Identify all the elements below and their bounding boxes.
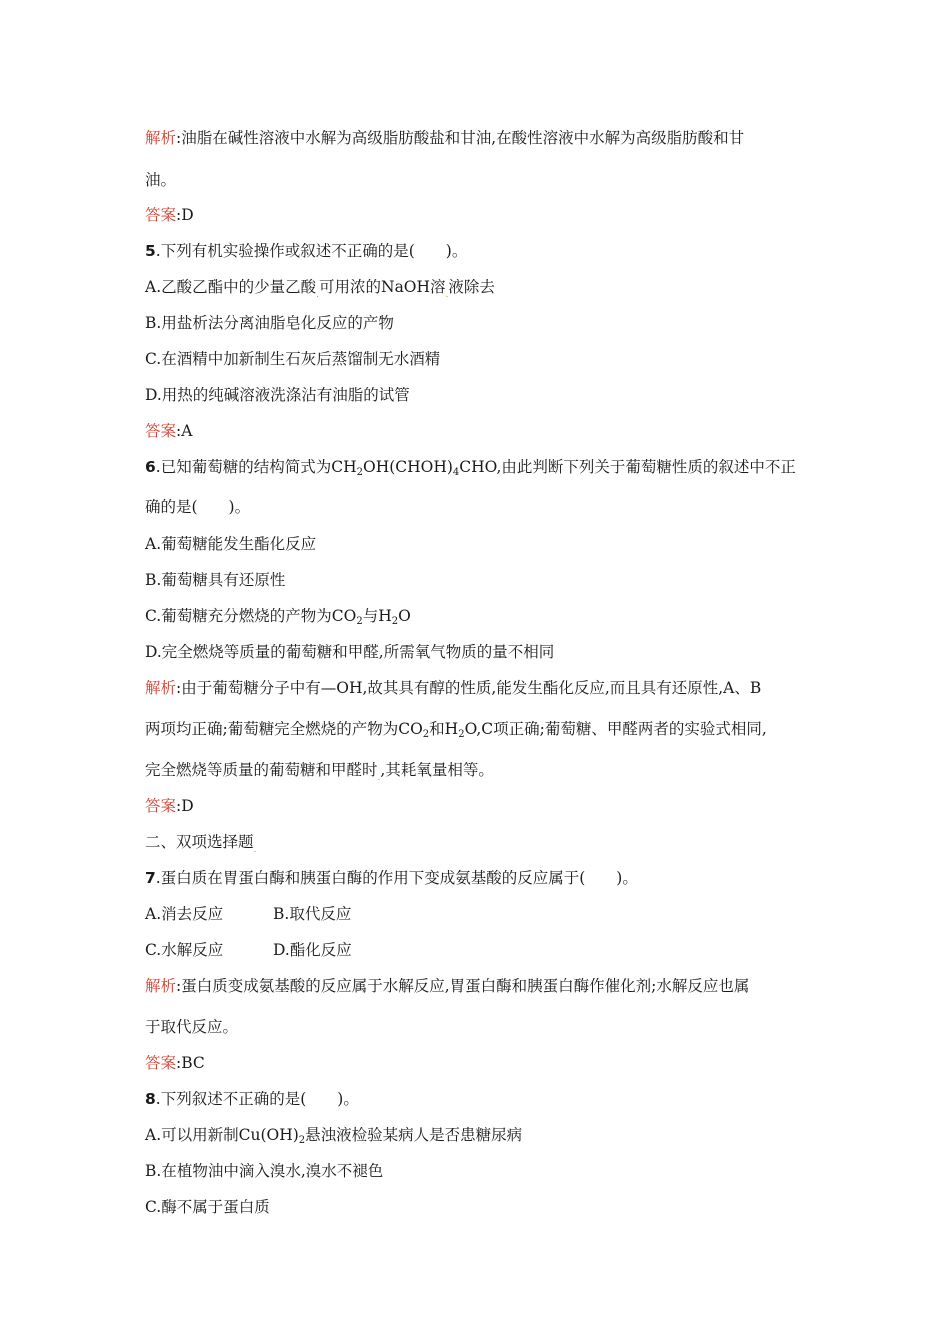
dot-mark: . (253, 845, 257, 855)
question-7-options-cd (145, 940, 352, 960)
question-number: 7 (145, 869, 156, 887)
analysis-label: 解析 (145, 679, 177, 697)
subscript: 2 (298, 1135, 306, 1146)
option-text: A.乙酸乙酯中的少量乙酸 (145, 278, 317, 296)
analysis-4-line1 (145, 128, 744, 148)
question-5-stem (145, 241, 467, 261)
question-6-option-a: A.葡萄糖能发生酯化反应 (145, 535, 317, 553)
question-8-stem (145, 1089, 359, 1109)
question-text: CHO,由此判断下列关于葡萄糖性质的叙述中不正 (459, 458, 796, 476)
option-c: C.水解反应 (145, 941, 224, 959)
subscript: 2 (422, 729, 430, 740)
answer-7 (145, 1053, 205, 1073)
answer-label: 答案 (145, 797, 177, 815)
question-text: .下列有机实验操作或叙述不正确的是( )。 (155, 242, 468, 260)
question-6-stem (145, 457, 796, 477)
subscript: 2 (356, 467, 363, 478)
option-d: D.酯化反应 (273, 941, 352, 959)
option-b: B.取代反应 (273, 905, 352, 923)
analysis-6-line3 (145, 760, 494, 788)
analysis-text: :由于葡萄糖分子中有—OH,故其具有醇的性质,能发生酯化反应,而且具有还原性,A、B (176, 679, 762, 697)
analysis-text: :蛋白质变成氨基酸的反应属于水解反应,胃蛋白酶和胰蛋白酶作催化剂;水解反应也属 (176, 977, 750, 995)
question-8-option-a (145, 1125, 522, 1145)
analysis-text: ,其耗氧量相等。 (380, 761, 494, 779)
option-text: C.葡萄糖充分燃烧的产物为CO (145, 607, 357, 625)
analysis-7-line1 (145, 976, 749, 996)
subscript: 4 (452, 467, 460, 478)
dot-mark: . (445, 290, 449, 300)
answer-5 (145, 421, 192, 441)
answer-value: :D (176, 206, 194, 224)
section-heading (145, 832, 256, 860)
analysis-text: 和H (429, 720, 459, 738)
question-5-option-b: B.用盐析法分离油脂皂化反应的产物 (145, 314, 394, 332)
answer-4 (145, 205, 194, 225)
dot-mark: . (377, 773, 381, 783)
analysis-4-line2: 油。 (145, 171, 177, 189)
question-7-stem (145, 868, 638, 888)
question-6-stem-line2: 确的是( )。 (145, 498, 251, 516)
option-text: A.可以用新制Cu(OH) (145, 1126, 299, 1144)
answer-6 (145, 796, 194, 816)
answer-value: :A (176, 422, 193, 440)
answer-value: :D (176, 797, 194, 815)
question-text: OH(CHOH) (362, 458, 453, 476)
option-text: 可用浓的NaOH溶 (319, 278, 446, 296)
question-number: 6 (145, 458, 156, 476)
subscript: 2 (356, 616, 363, 627)
option-text: 悬浊液检验某病人是否患糖尿病 (305, 1126, 523, 1144)
analysis-6-line1 (145, 678, 761, 698)
option-text: 与H (362, 607, 392, 625)
question-text: .已知葡萄糖的结构简式为CH (155, 458, 357, 476)
question-5-option-a (145, 277, 495, 305)
analysis-text: 完全燃烧等质量的葡萄糖和甲醛时 (145, 761, 378, 779)
section-title: 二、双项选择题 (145, 833, 254, 851)
question-8-option-b: B.在植物油中滴入溴水,溴水不褪色 (145, 1162, 384, 1180)
answer-value: :BC (176, 1054, 205, 1072)
subscript: 2 (458, 729, 465, 740)
question-5-option-d: D.用热的纯碱溶液洗涤沾有油脂的试管 (145, 386, 410, 404)
analysis-7-line2: 于取代反应。 (145, 1018, 239, 1036)
question-6-option-d: D.完全燃烧等质量的葡萄糖和甲醛,所需氧气物质的量不相同 (145, 643, 555, 661)
subscript: 2 (391, 616, 399, 627)
answer-label: 答案 (145, 1054, 177, 1072)
analysis-6-line2 (145, 719, 767, 739)
analysis-label: 解析 (145, 977, 177, 995)
option-a: A.消去反应 (145, 905, 224, 923)
dot-mark: . (316, 290, 319, 300)
option-text: O (398, 607, 411, 625)
answer-label: 答案 (145, 206, 177, 224)
analysis-text: O,C项正确;葡萄糖、甲醛两者的实验式相同, (464, 720, 767, 738)
question-6-option-b: B.葡萄糖具有还原性 (145, 571, 286, 589)
question-5-option-c: C.在酒精中加新制生石灰后蒸馏制无水酒精 (145, 350, 441, 368)
answer-label: 答案 (145, 422, 177, 440)
question-7-options-ab (145, 904, 352, 924)
analysis-text: 两项均正确;葡萄糖完全燃烧的产物为CO (145, 720, 423, 738)
analysis-label: 解析 (145, 129, 177, 147)
question-number: 8 (145, 1090, 156, 1108)
option-text: 液除去 (448, 278, 495, 296)
question-text: .下列叙述不正确的是( )。 (155, 1090, 359, 1108)
analysis-text: :油脂在碱性溶液中水解为高级脂肪酸盐和甘油,在酸性溶液中水解为高级脂肪酸和甘 (176, 129, 745, 147)
question-8-option-c: C.酶不属于蛋白质 (145, 1198, 270, 1216)
question-number: 5 (145, 242, 156, 260)
question-text: .蛋白质在胃蛋白酶和胰蛋白酶的作用下变成氨基酸的反应属于( )。 (155, 869, 638, 887)
question-6-option-c (145, 606, 411, 626)
